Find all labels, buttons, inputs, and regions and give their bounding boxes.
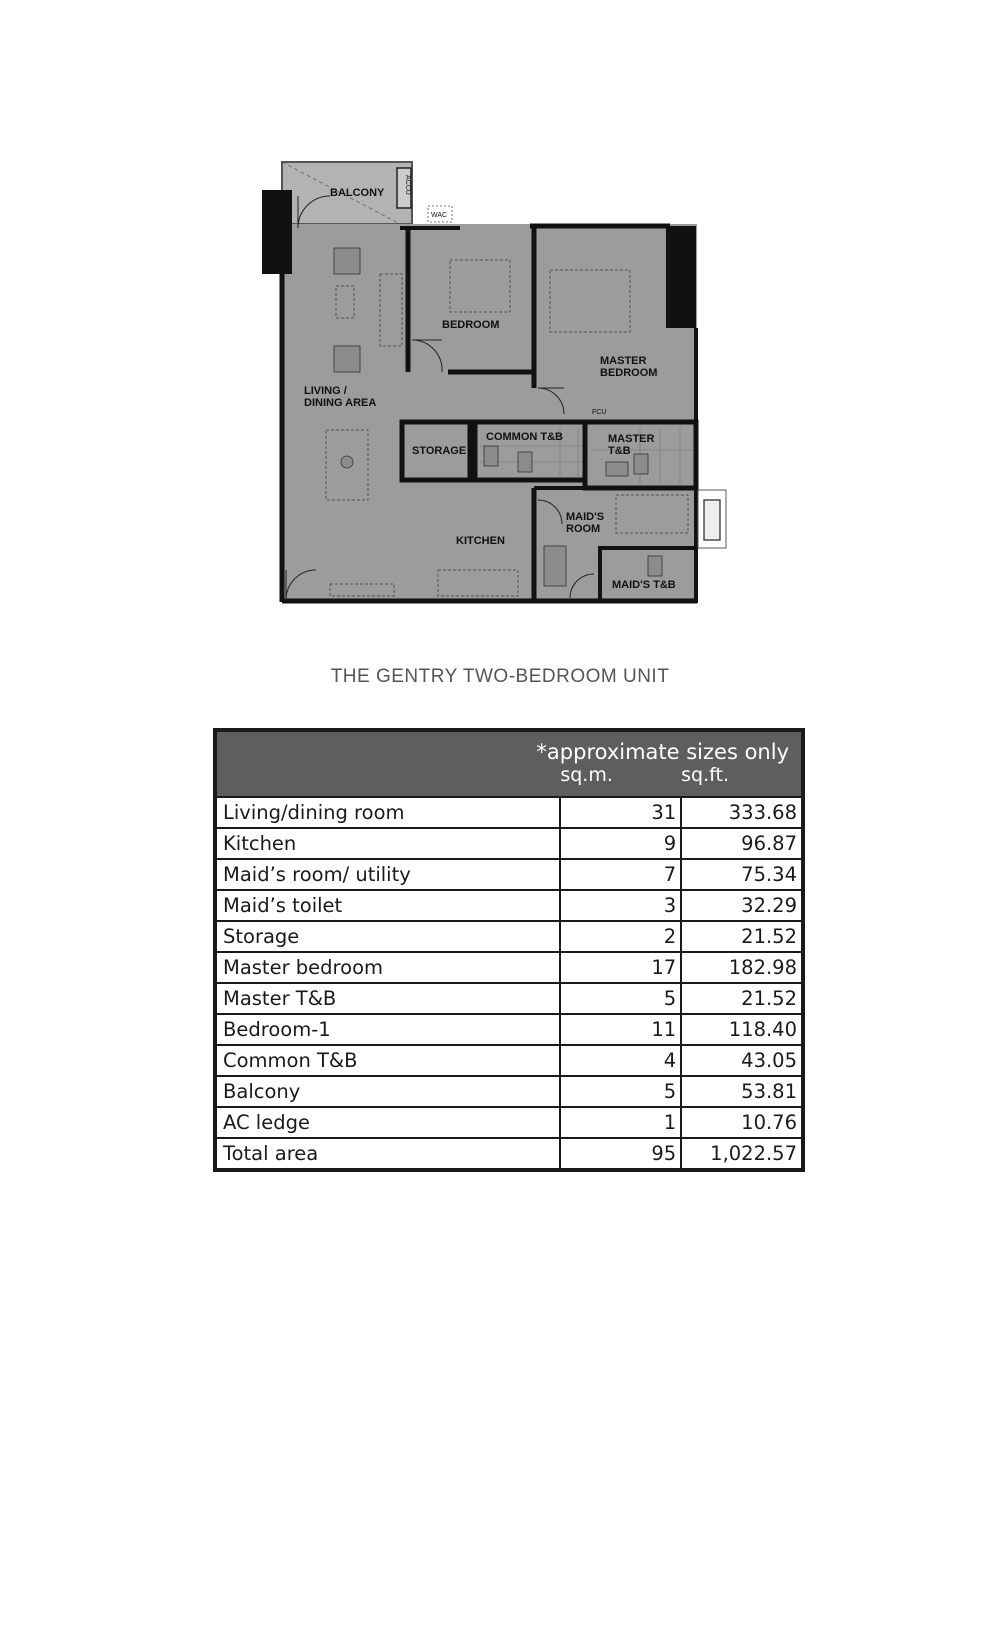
room-sqm: 17 <box>560 952 681 983</box>
area-table <box>213 728 805 1172</box>
room-name: Master bedroom <box>215 952 560 983</box>
table-row <box>215 1045 803 1076</box>
room-name: Living/dining room <box>215 797 560 828</box>
room-name: Maid’s room/ utility <box>215 859 560 890</box>
table-row <box>215 1014 803 1045</box>
room-sqm: 2 <box>560 921 681 952</box>
room-sqm: 7 <box>560 859 681 890</box>
room-name: Bedroom-1 <box>215 1014 560 1045</box>
table-row <box>215 859 803 890</box>
room-label-living-dining: LIVING / DINING AREA <box>304 385 377 410</box>
table-row <box>215 890 803 921</box>
room-sqft: 21.52 <box>681 983 803 1014</box>
room-sqft: 21.52 <box>681 921 803 952</box>
room-sqft: 96.87 <box>681 828 803 859</box>
room-sqft: 182.98 <box>681 952 803 983</box>
room-label-maids-tb: MAID'S T&B <box>612 579 676 591</box>
room-sqm: 5 <box>560 1076 681 1107</box>
table-row <box>215 1076 803 1107</box>
column-right <box>666 226 696 328</box>
room-name: Master T&B <box>215 983 560 1014</box>
room-sqft: 1,022.57 <box>681 1138 803 1170</box>
room-name: Balcony <box>215 1076 560 1107</box>
table-row <box>215 952 803 983</box>
wac-label: WAC <box>431 212 448 219</box>
room-sqft: 53.81 <box>681 1076 803 1107</box>
room-label-master-tb: MASTER T&B <box>608 433 655 458</box>
room-label-maids-room: MAID'S ROOM <box>566 511 605 536</box>
room-label-common-tb: COMMON T&B <box>486 431 563 443</box>
header-blank <box>215 764 560 797</box>
room-sqft: 10.76 <box>681 1107 803 1138</box>
room-name: Common T&B <box>215 1045 560 1076</box>
room-sqm: 31 <box>560 797 681 828</box>
room-name: AC ledge <box>215 1107 560 1138</box>
table-row <box>215 797 803 828</box>
room-sqft: 333.68 <box>681 797 803 828</box>
floor-plan <box>260 150 780 650</box>
room-sqm: 95 <box>560 1138 681 1170</box>
accu-label: ACCU <box>404 175 411 195</box>
header-sqft: sq.ft. <box>681 764 803 797</box>
room-sqft: 75.34 <box>681 859 803 890</box>
room-name: Total area <box>215 1138 560 1170</box>
approximate-note: *approximate sizes only <box>215 730 803 764</box>
room-sqm: 1 <box>560 1107 681 1138</box>
room-label-master-bedroom: MASTER BEDROOM <box>600 355 658 380</box>
table-row-total <box>215 1138 803 1170</box>
room-sqft: 43.05 <box>681 1045 803 1076</box>
room-name: Maid’s toilet <box>215 890 560 921</box>
table-row <box>215 921 803 952</box>
room-label-storage: STORAGE <box>412 445 467 457</box>
table-row <box>215 983 803 1014</box>
room-name: Storage <box>215 921 560 952</box>
room-sqm: 9 <box>560 828 681 859</box>
fcu-label: FCU <box>592 409 607 416</box>
area-table-body <box>215 797 803 1170</box>
table-row <box>215 828 803 859</box>
room-sqm: 11 <box>560 1014 681 1045</box>
table-row <box>215 1107 803 1138</box>
floor-plan-caption: THE GENTRY TWO-BEDROOM UNIT <box>330 666 670 687</box>
room-name: Kitchen <box>215 828 560 859</box>
room-sqm: 5 <box>560 983 681 1014</box>
room-label-kitchen: KITCHEN <box>456 535 505 547</box>
room-label-balcony: BALCONY <box>330 187 385 199</box>
room-sqft: 32.29 <box>681 890 803 921</box>
accu-unit-right <box>704 500 720 540</box>
column-left <box>262 190 292 274</box>
room-label-bedroom: BEDROOM <box>442 319 500 331</box>
room-sqm: 3 <box>560 890 681 921</box>
header-sqm: sq.m. <box>560 764 681 797</box>
room-sqm: 4 <box>560 1045 681 1076</box>
room-sqft: 118.40 <box>681 1014 803 1045</box>
